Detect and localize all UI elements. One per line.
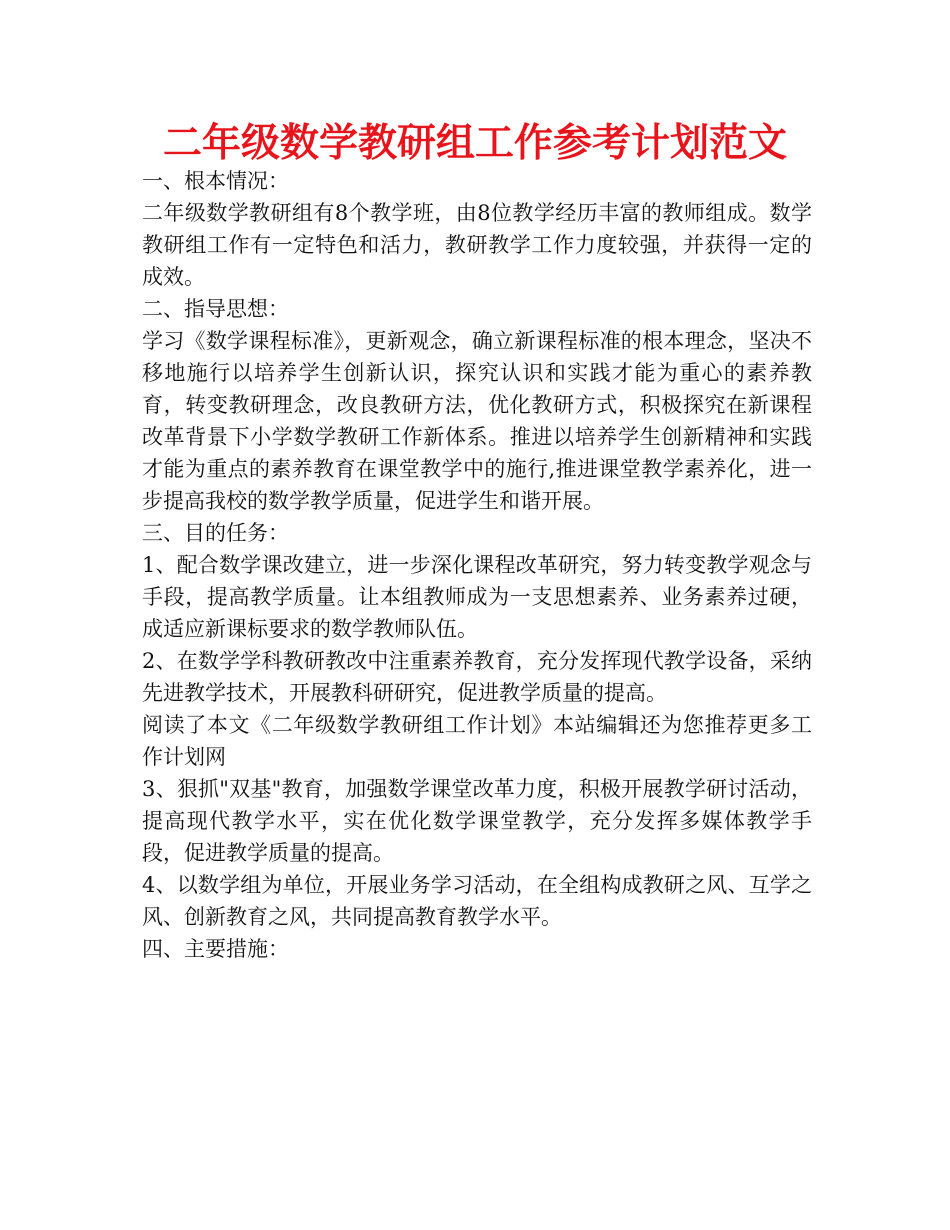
document-title: 二年级数学教研组工作参考计划范文: [162, 121, 787, 166]
paragraph-guiding-ideology: 学习《数学课程标准》，更新观念，确立新课程标准的根本理念，坚决不移地施行以培养学生创新认识，探究认识和实践才能为重心的素养教育，转变教研理念，改良教研方法，优化教研方式，积极探究在新课程改革背景下小学数学教研工作新体系。推进以培养学生创新精神和实践才能为重点的素养教育在课堂教学中的施行,推进课堂教学素养化，进一步提高我校的数学教学质量，促进学生和谐开展。: [142, 329, 812, 513]
heading-goals-tasks: 三、目的任务：: [142, 521, 289, 545]
paragraph-task-2: 2、在数学学科教研教改中注重素养教育，充分发挥现代教学设备，采纳先进教学技术，开展教科研研究，促进教学质量的提高。: [142, 649, 812, 705]
heading-guiding-ideology: 二、指导思想：: [142, 297, 289, 321]
paragraph-recommendation: 阅读了本文《二年级数学教研组工作计划》本站编辑还为您推荐更多工作计划网: [142, 713, 812, 769]
heading-main-measures: 四、主要措施：: [142, 937, 289, 961]
heading-basic-situation: 一、根本情况：: [142, 169, 289, 193]
paragraph-task-4: 4、以数学组为单位，开展业务学习活动，在全组构成教研之风、互学之风、创新教育之风，共同提高教育教学水平。: [142, 873, 812, 929]
paragraph-task-1: 1、配合数学课改建立，进一步深化课程改革研究，努力转变教学观念与手段，提高教学质量。让本组教师成为一支思想素养、业务素养过硬，成适应新课标要求的数学教师队伍。: [142, 553, 812, 641]
paragraph-basic-situation: 二年级数学教研组有8个教学班，由8位教学经历丰富的教师组成。数学教研组工作有一定特色和活力，教研教学工作力度较强，并获得一定的成效。: [142, 201, 812, 289]
document-body: [142, 165, 812, 965]
paragraph-task-3: 3、狠抓"双基"教育，加强数学课堂改革力度，积极开展教学研讨活动，提高现代教学水平，实在优化数学课堂教学，充分发挥多媒体教学手段，促进教学质量的提高。: [142, 777, 812, 865]
